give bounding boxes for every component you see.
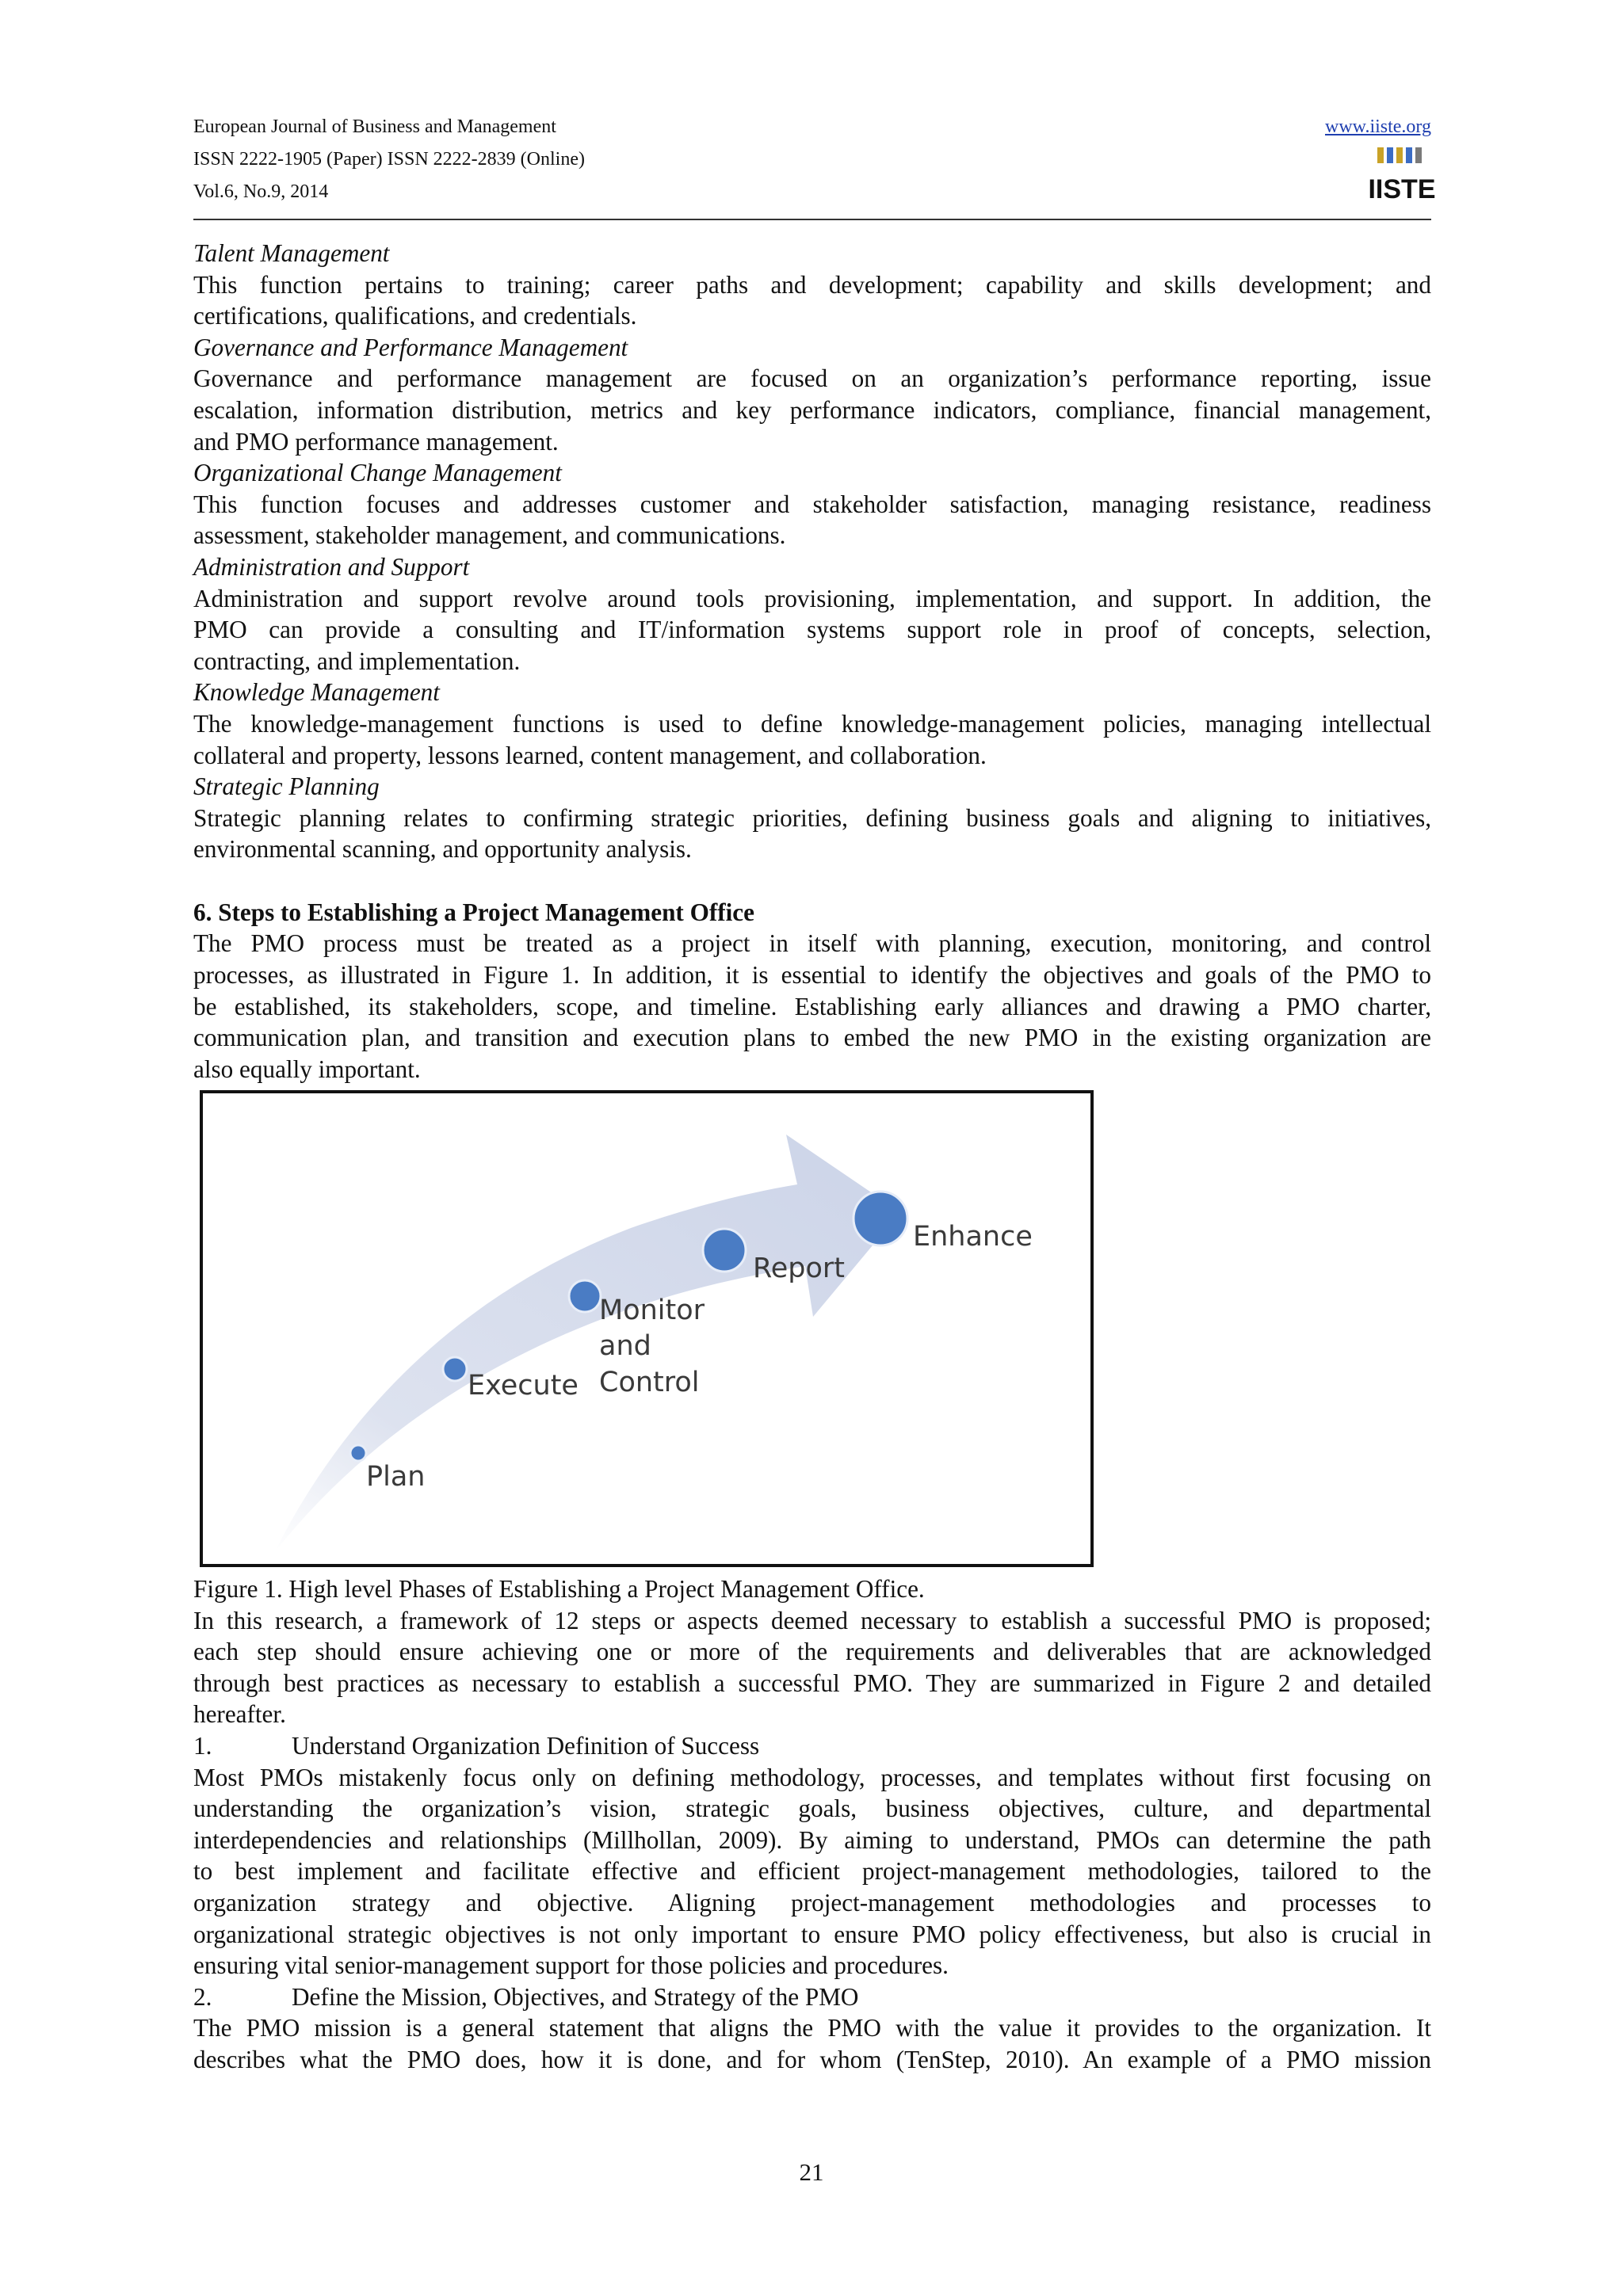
subheading: Governance and Performance Management [193, 333, 628, 361]
paragraph-line: assessment, stakeholder management, and communications. [193, 521, 786, 550]
paragraph-line: ensuring vital senior-management support for those policies and procedures. [193, 1951, 949, 1980]
paragraph-line: certifications, qualifications, and credentials. [193, 302, 637, 330]
phase-label-and: and [599, 1330, 651, 1362]
paragraph-line: escalation, information distribution, metrics and key performance indicators, compliance, financial management, [193, 395, 1431, 424]
paragraph-line: PMO can provide a consulting and IT/information systems support role in proof of concepts, selection, [193, 616, 1431, 644]
journal-website-link[interactable]: www.iiste.org [1325, 116, 1431, 137]
body-text-bottom [193, 1573, 1431, 2076]
paragraph-line: The PMO process must be treated as a project in itself with planning, execution, monitoring, and control [193, 929, 1431, 958]
subheading: Strategic Planning [193, 772, 380, 801]
monitor-dot [569, 1280, 601, 1312]
plan-dot [350, 1445, 366, 1461]
step-title: Define the Mission, Objectives, and Strategy of the PMO [292, 1982, 859, 2011]
paragraph-line: describes what the PMO does, how it is done, and for whom (TenStep, 2010). An example of a PMO mission [193, 2045, 1431, 2073]
paragraph-line: each step should ensure achieving one or more of the requirements and deliverables that are acknowledged [193, 1638, 1431, 1666]
paragraph-line: organizational strategic objectives is not only important to ensure PMO policy effectiveness, but also is crucial in [193, 1920, 1431, 1948]
step-number: 1. [193, 1731, 212, 1760]
step-heading [193, 1730, 1431, 1762]
paragraph-line: The knowledge-management functions is used to define knowledge-management policies, managing intellectual [193, 709, 1431, 738]
phases-arrow-diagram [203, 1093, 1090, 1564]
phase-label-report: Report [753, 1253, 846, 1284]
paragraph-line: contracting, and implementation. [193, 646, 521, 675]
figure-caption: Figure 1. High level Phases of Establishing a Project Management Office. [193, 1575, 925, 1603]
phase-label-plan: Plan [366, 1461, 426, 1493]
paragraph-line: The PMO mission is a general statement that aligns the PMO with the value it provides to the organization. It [193, 2014, 1431, 2042]
page-header [193, 111, 1436, 220]
paragraph-line: Administration and support revolve around tools provisioning, implementation, and support. In addition, the [193, 584, 1431, 612]
phase-label-control: Control [599, 1367, 700, 1398]
paragraph-line: processes, as illustrated in Figure 1. In addition, it is essential to identify the objectives and goals of the PMO to [193, 961, 1431, 990]
subheading: Talent Management [193, 239, 390, 267]
paragraph-line: to best implement and facilitate effective and efficient project-management methodologies, tailored to the [193, 1857, 1431, 1886]
subheading: Knowledge Management [193, 678, 440, 707]
step-number: 2. [193, 1982, 212, 2011]
paragraph-line: and PMO performance management. [193, 427, 559, 456]
enhance-dot [854, 1192, 907, 1245]
paragraph-line: organization strategy and objective. Aligning project-management methodologies and processes to [193, 1888, 1431, 1917]
subheading: Organizational Change Management [193, 459, 562, 487]
paragraph-line: through best practices as necessary to establish a successful PMO. They are summarized in Figure 2 and detailed [193, 1669, 1431, 1697]
section-title: 6. Steps to Establishing a Project Management Office [193, 898, 754, 926]
report-dot [703, 1229, 746, 1272]
journal-name: European Journal of Business and Management [193, 116, 556, 137]
paragraph-line: environmental scanning, and opportunity analysis. [193, 835, 692, 864]
paragraph-line: Governance and performance management are focused on an organization’s performance reporting, issue [193, 364, 1431, 393]
phase-label-execute: Execute [468, 1370, 579, 1402]
subheading: Administration and Support [193, 552, 470, 581]
paragraph-line: be established, its stakeholders, scope, and timeline. Establishing early alliances and drawing a PMO charter, [193, 992, 1431, 1020]
figure-phases [200, 1090, 1094, 1567]
page-number: 21 [799, 2158, 824, 2186]
logo-text: IISTE [1368, 174, 1436, 204]
paragraph-line: understanding the organization’s vision, strategic goals, business objectives, culture, and departmental [193, 1794, 1431, 1823]
journal-issn: ISSN 2222-1905 (Paper) ISSN 2222-2839 (Online) [193, 149, 585, 170]
paragraph-line: Strategic planning relates to confirming strategic priorities, defining business goals and aligning to initiatives, [193, 803, 1431, 832]
step-title: Understand Organization Definition of Success [292, 1731, 760, 1760]
paragraph-line: hereafter. [193, 1700, 286, 1729]
phase-label-monitor: Monitor [599, 1295, 705, 1326]
paragraph-line: communication plan, and transition and execution plans to embed the new PMO in the existing organization are [193, 1024, 1431, 1052]
paragraph-line: interdependencies and relationships (Millhollan, 2009). By aiming to understand, PMOs can determine the path [193, 1825, 1431, 1854]
paragraph-line: collateral and property, lessons learned, content management, and collaboration. [193, 741, 987, 769]
paragraph-line: This function focuses and addresses customer and stakeholder satisfaction, managing resistance, readiness [193, 490, 1431, 518]
journal-volume: Vol.6, No.9, 2014 [193, 181, 329, 202]
iiste-logo [1368, 146, 1436, 208]
paragraph-line: also equally important. [193, 1055, 421, 1083]
phase-label-enhance: Enhance [913, 1221, 1033, 1253]
step-heading [193, 1981, 1431, 2013]
paragraph-line: In this research, a framework of 12 steps or aspects deemed necessary to establish a successful PMO is proposed; [193, 1606, 1431, 1634]
body-text-top [193, 238, 1431, 1085]
paragraph-line: Most PMOs mistakenly focus only on defining methodology, processes, and templates without first focusing on [193, 1763, 1431, 1791]
execute-dot [443, 1357, 467, 1381]
paragraph-line: This function pertains to training; career paths and development; capability and skills development; and [193, 270, 1431, 299]
